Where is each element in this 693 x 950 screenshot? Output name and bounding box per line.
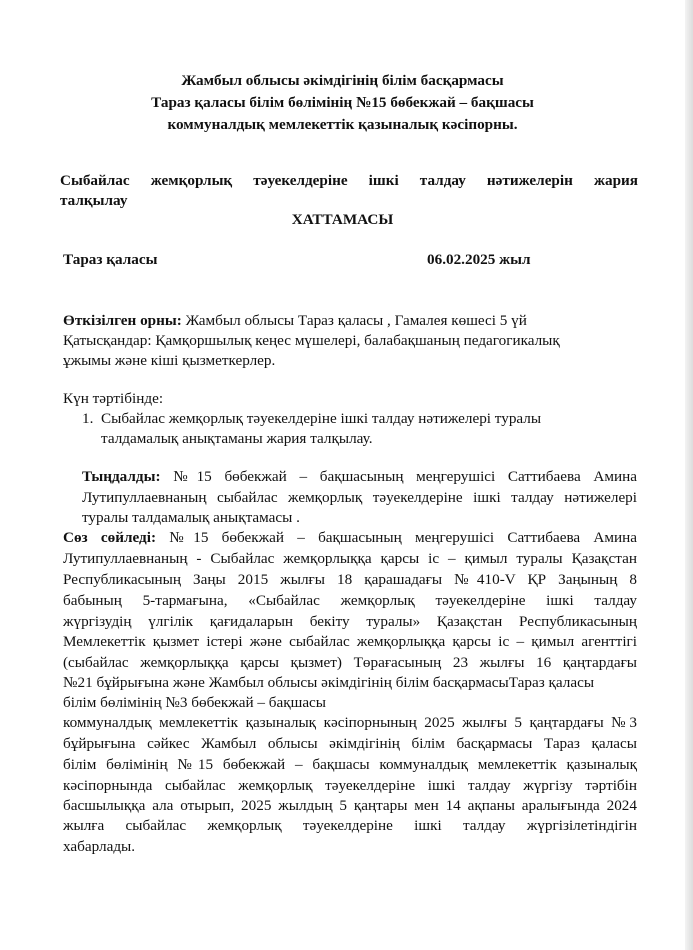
speech-line: (сыбайлас жемқорлыққа қарсы қызмет) Төрағасының 23 жылғы 16 қаңтардағы (63, 654, 637, 671)
page-edge-shadow (685, 0, 693, 950)
date: 06.02.2025 жыл (427, 251, 531, 268)
heard-line-1-text: №15 бөбекжай – бақшасының меңгерушісі Саттибаева Амина (160, 468, 637, 485)
header-line-1: Жамбыл облысы әкімдігінің білім басқармасы (181, 72, 504, 89)
speech-line: Лутипуллаевнаның - Сыбайлас жемқорлыққа қарсы іс – қимыл туралы Қазақстан (63, 550, 637, 567)
speech-line: кәсіпорнында сыбайлас жемқорлық тәуекелдеріне ішкі талдау жүргізу тәртібін (63, 777, 637, 794)
venue (63, 313, 527, 328)
speech-line-1-text: №15 бөбекжай – бақшасының меңгерушісі Саттибаева Амина (156, 529, 637, 546)
heard-line-3: туралы талдамалық анықтамасы . (82, 509, 300, 526)
speech-line: Республикасының Заңы 2015 жылғы 18 қарашадағы №410-V ҚР Заңының 8 (63, 571, 637, 588)
speech-line: жылға сыбайлас жемқорлық тәуекелдеріне ішкі талдау жүргізілетіндігін (63, 817, 637, 834)
speech-line: коммуналдық мемлекеттік қазыналық кәсіпорнының 2025 жылғы 5 қаңтардағы №3 (63, 714, 637, 731)
header-line-2: Тараз қаласы білім бөлімінің №15 бөбекжай – бақшасы (151, 94, 534, 111)
venue-text: Жамбыл облысы Тараз қаласы , Гамалея көшесі 5 үй (181, 312, 527, 329)
subject-line-2: талқылау (60, 192, 128, 209)
speech-line: жүргізудің үлгілік қағидаларын бекіту туралы» Қазақстан Республикасының (63, 613, 637, 630)
speech-line: білім бөлімінің №3 бөбекжай – бақшасы (63, 694, 327, 711)
subject-line-1: Сыбайлас жемқорлық тәуекелдеріне ішкі талдау нәтижелерін жария (60, 172, 638, 189)
speech-line: хабарлады. (63, 838, 136, 855)
heard-line-1 (82, 469, 637, 484)
agenda-heading: Күн тәртібінде: (63, 390, 164, 407)
speech-line-1 (63, 530, 637, 545)
speech-line: басшылыққа ала отырып, 2025 жылдың 5 қаңтары мен 14 ақпаны аралығында 2024 (63, 797, 637, 814)
speech-line: бабының 5-тармағына, «Сыбайлас жемқорлық тәуекелдеріне ішкі талдау (63, 592, 637, 609)
agenda-item-line-2: талдамалық анықтаманы жария талқылау. (101, 430, 373, 447)
venue-label: Өткізілген орны: (63, 312, 182, 329)
speech-line: Мемлекеттік қызмет істері және сыбайлас жемқорлыққа қарсы іс – қимыл агенттігі (63, 633, 637, 650)
speech-line: білім бөлімінің №15 бөбекжай – бақшасы коммуналдық мемлекеттік қазыналық (63, 756, 637, 773)
heard-label: Тыңдалды: (82, 468, 161, 485)
speech-label: Сөз сөйледі: (63, 529, 157, 546)
speech-line: бұйрығына сәйкес Жамбыл облысы әкімдігінің білім басқармасы Тараз қаласы (63, 735, 637, 752)
participants-line-2: ұжымы және кіші қызметкерлер. (63, 352, 276, 369)
document-title: ХАТТАМАСЫ (291, 211, 394, 228)
city: Тараз қаласы (63, 251, 158, 268)
agenda-item-number: 1. (82, 410, 94, 427)
header-line-3: коммуналдық мемлекеттік қазыналық кәсіпорны. (167, 116, 518, 133)
heard-line-2: Лутипуллаевнаның сыбайлас жемқорлық тәуекелдеріне ішкі талдау нәтижелері (82, 489, 637, 506)
speech-line: №21 бұйрығына және Жамбыл облысы әкімдігінің білім басқармасыТараз қаласы (63, 674, 595, 691)
participants-line-1: Қатысқандар: Қамқоршылық кеңес мүшелері, балабақшаның педагогикалық (63, 332, 560, 349)
agenda-item-line-1: Сыбайлас жемқорлық тәуекелдеріне ішкі талдау нәтижелері туралы (101, 410, 542, 427)
